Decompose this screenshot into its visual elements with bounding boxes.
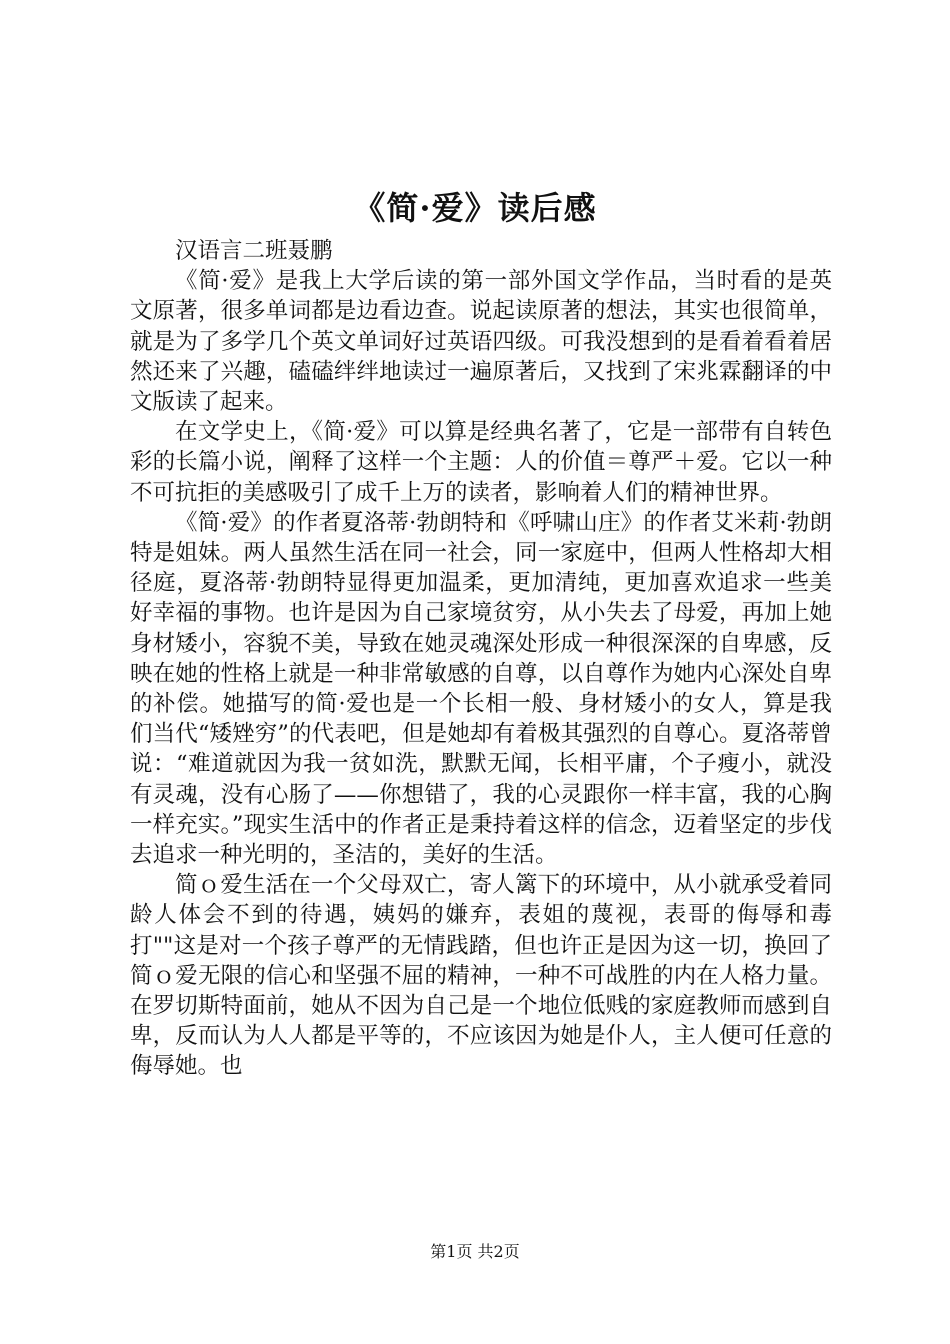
- paragraph-3: 《简·爱》的作者夏洛蒂·勃朗特和《呼啸山庄》的作者艾米莉·勃朗特是姐妹。两人虽然生活在同一社会，同一家庭中，但两人性格却大相径庭，夏洛蒂·勃朗特显得更加温柔，更加清纯，更加喜欢追求一些美好幸福的事物。也许是因为自己家境贫穷，从小失去了母爱，再加上她身材矮小，容貌不美，导致在她灵魂深处形成一种很深深的自卑感，反映在她的性格上就是一种非常敏感的自尊，以自尊作为她内心深处自卑的补偿。她描写的简·爱也是一个长相一般、身材矮小的女人，算是我们当代“矮矬穷”的代表吧，但是她却有着极其强烈的自尊心。夏洛蒂曾说：“难道就因为我一贫如洗，默默无闻，长相平庸，个子瘦小，就没有灵魂，没有心肠了——你想错了，我的心灵跟你一样丰富，我的心胸一样充实。”现实生活中的作者正是秉持着这样的信念，迈着坚定的步伐去追求一种光明的，圣洁的，美好的生活。: [130, 509, 832, 869]
- paragraph-2: 在文学史上，《简·爱》可以算是经典名著了，它是一部带有自转色彩的长篇小说，阐释了这样一个主题：人的价值＝尊严＋爱。它以一种不可抗拒的美感吸引了成千上万的读者，影响着人们的精神世界。: [130, 419, 832, 506]
- page-footer: 第1页 共2页: [430, 1242, 520, 1261]
- paragraph-1: 《简·爱》是我上大学后读的第一部外国文学作品，当时看的是英文原著，很多单词都是边看边查。说起读原著的想法，其实也很简单，就是为了多学几个英文单词好过英语四级。可我没想到的是看着看着居然还来了兴趣，磕磕绊绊地读过一遍原著后，又找到了宋兆霖翻译的中文版读了起来。: [130, 268, 832, 416]
- paragraph-4: 简ｏ爱生活在一个父母双亡，寄人篱下的环境中，从小就承受着同龄人体会不到的待遇，姨妈的嫌弃，表姐的蔑视，表哥的侮辱和毒打""这是对一个孩子尊严的无情践踏，但也许正是因为这一切，换回了简ｏ爱无限的信心和坚强不屈的精神，一种不可战胜的内在人格力量。在罗切斯特面前，她从不因为自己是一个地位低贱的家庭教师而感到自卑，反而认为人人都是平等的，不应该因为她是仆人，主人便可任意的侮辱她。也: [130, 872, 832, 1080]
- document-title: 《简·爱》读后感: [353, 189, 597, 227]
- document-body: [130, 236, 832, 1082]
- author-line: 汉语言二班聂鹏: [175, 238, 333, 264]
